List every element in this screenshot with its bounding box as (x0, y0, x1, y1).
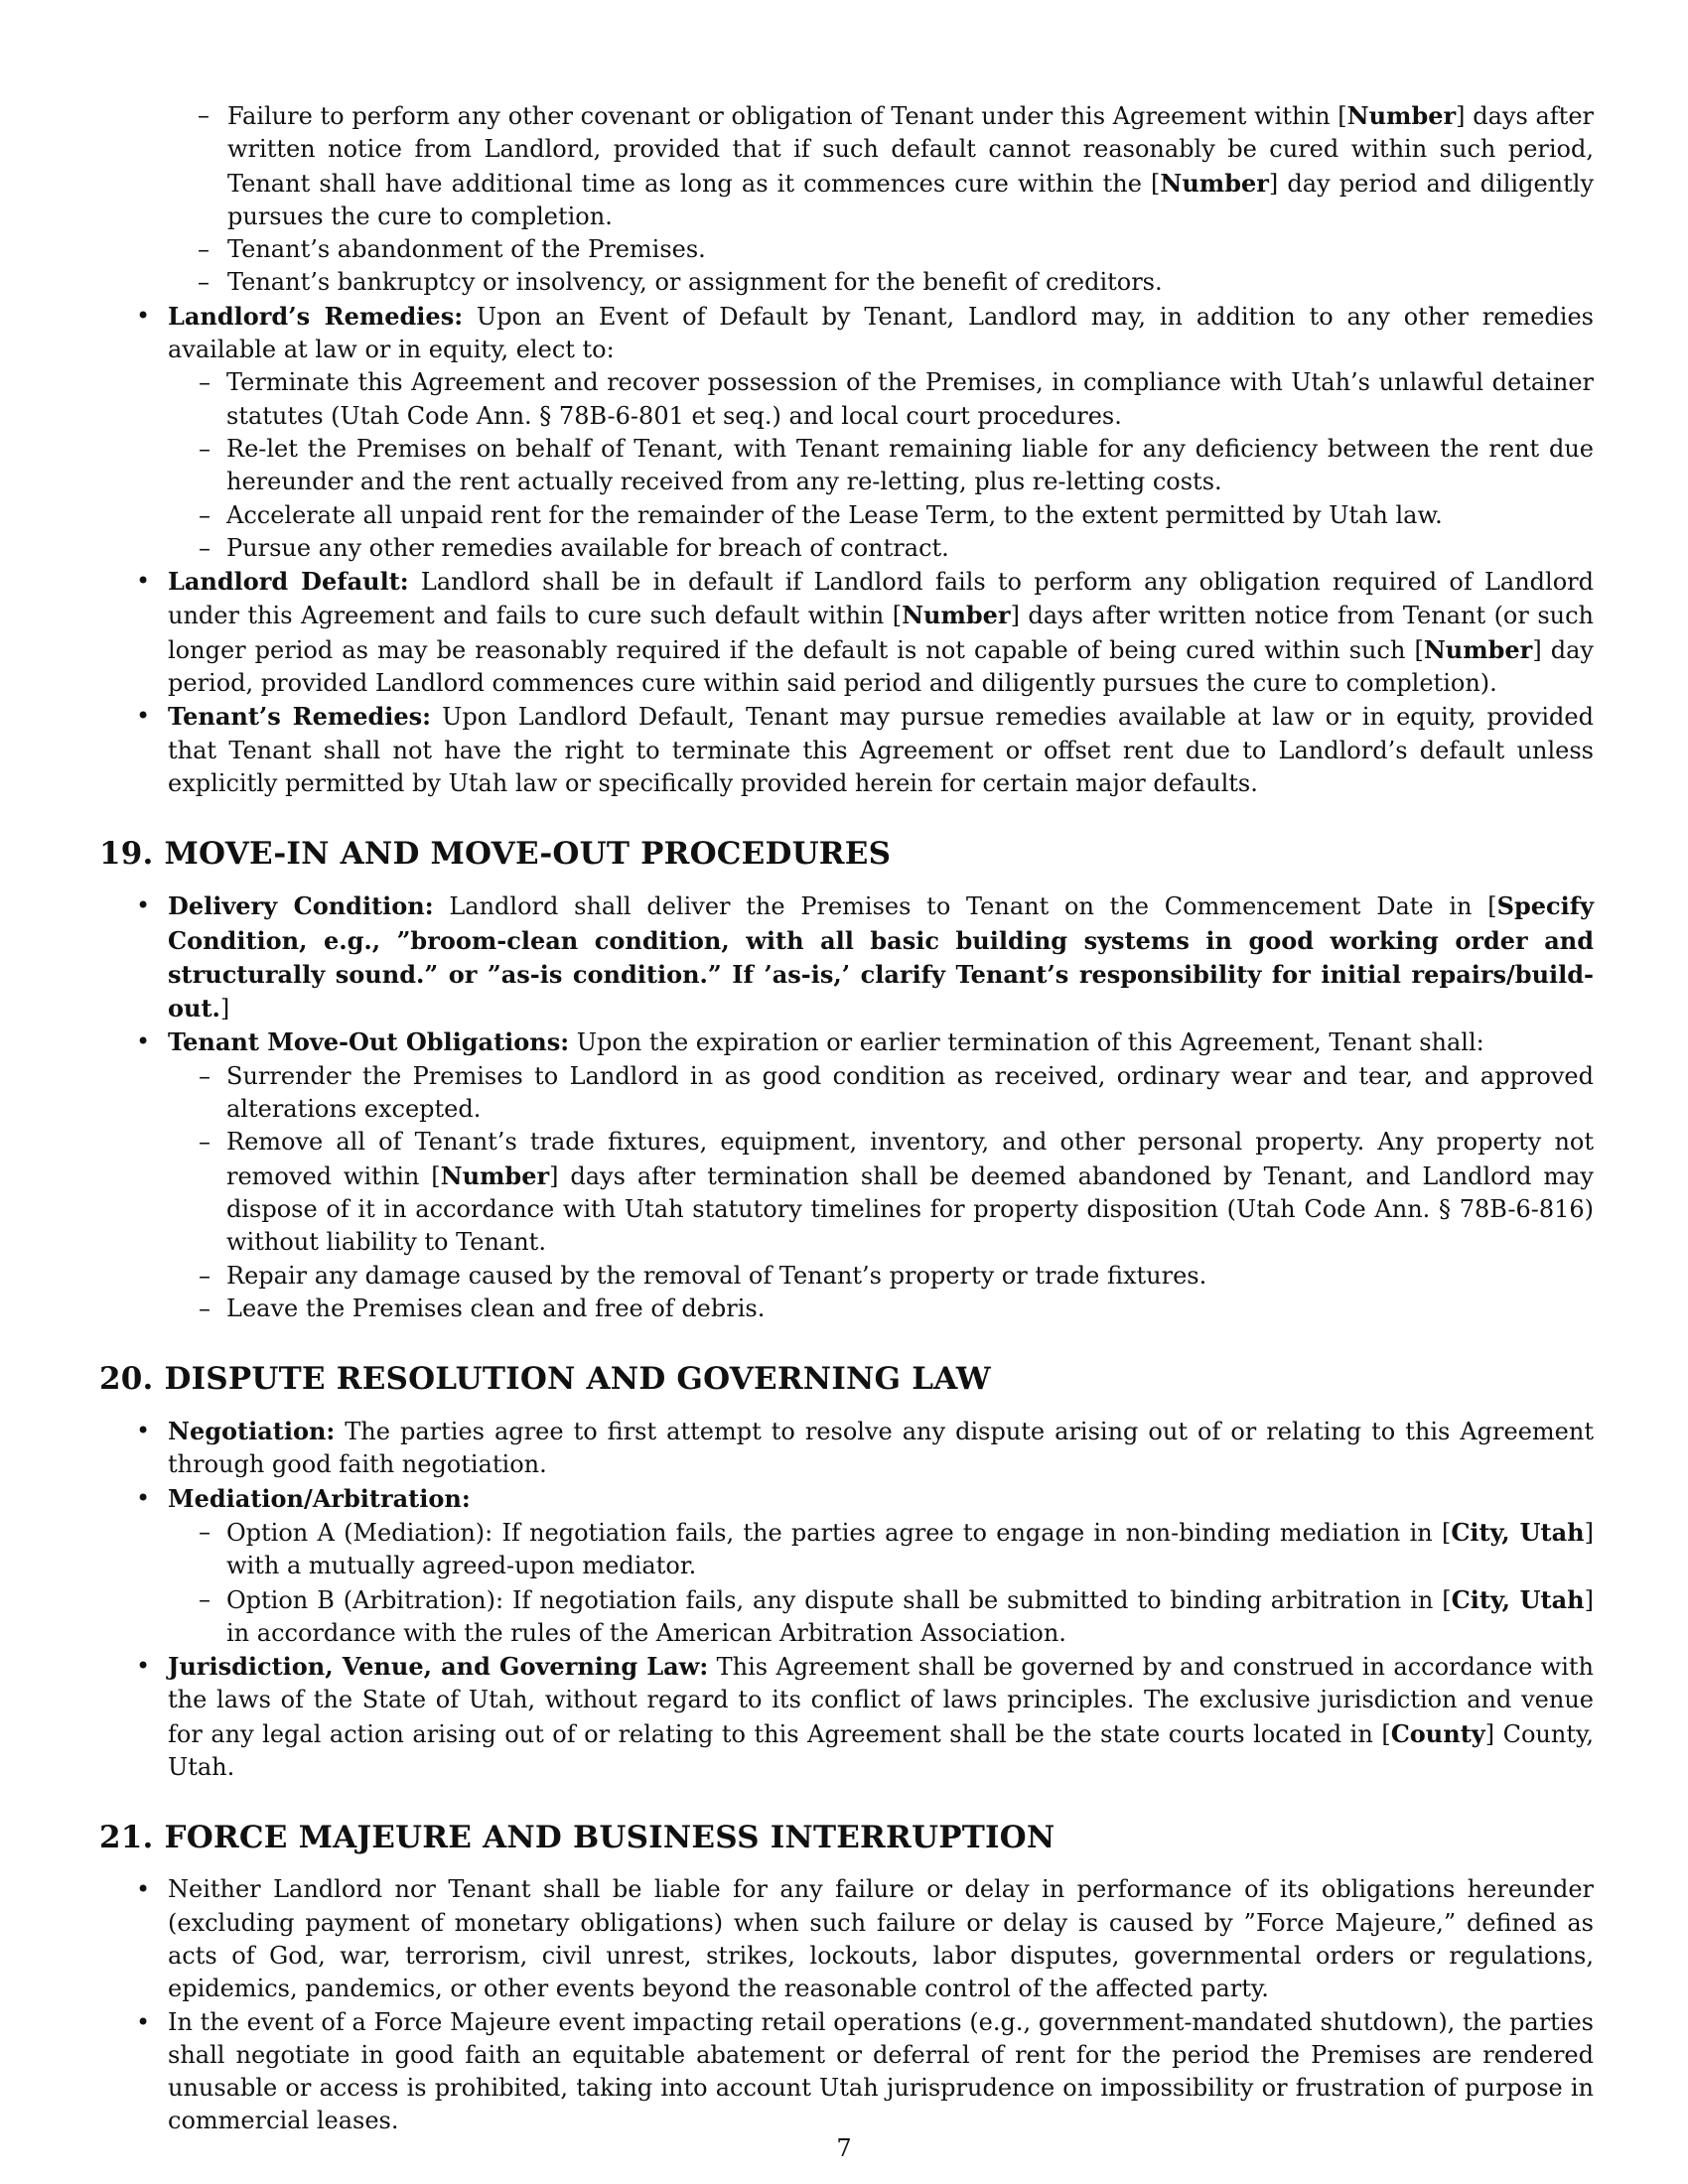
landlord-default: • Landlord Default: Landlord shall be in default if Landlord fails to perform any obligation required of Landlord under this Agreement and fails to cure such default within [Number] days after written notice from Tenant (or such longer period as may be reasonably required if the default is not capable of being cured within such [Number] day period, provided Landlord commences cure within said period and diligently pursues the cure to completion). (99, 565, 1594, 700)
force-majeure-definition: • Neither Landlord nor Tenant shall be liable for any failure or delay in performance of its obligations hereunder (excluding payment of monetary obligations) when such failure or delay is caused by ”Force Majeure,” defined as acts of God, war, terrorism, civil unrest, strikes, lockouts, labor disputes, governmental orders or regulations, epidemics, pandemics, or other events beyond the reasonable control of the affected party. (99, 1873, 1594, 2005)
tenant-move-out: • Tenant Move-Out Obligations: Upon the expiration or earlier termination of this Agreement, Tenant shall: – Surrender the Premises to Landlord in as good condition as received, ordinary wear and tear, and approved alterations excepted. – Remove all of Tenant’s trade fixtures, equipment, inventory, and other personal property. Any property not removed within [Number] days after termination shall be deemed abandoned by Tenant, and Landlord may dispose of it in accordance with Utah statutory timelines for property disposition (Utah Code Ann. § 78B-6-816) without liability to Tenant. – Repair any damage caused by the removal of Tenant’s property or trade fixtures. – Leave the Premises clean and free of debris. (99, 1025, 1594, 1325)
section-19-heading: 19. MOVE-IN AND MOVE-OUT PROCEDURES (99, 836, 892, 873)
page-number: 7 (836, 2134, 852, 2162)
mediation-options-list (168, 1516, 1594, 1650)
landlord-remedies-list (168, 366, 1594, 565)
document-page (99, 99, 1595, 2135)
list-item: – Pursue any other remedies available for breach of contract. (168, 532, 1594, 565)
mediation-arbitration: • Mediation/Arbitration: – Option A (Mediation): If negotiation fails, the parties agree to engage in non-binding mediation in [City, Utah] with a mutually agreed-upon mediator. – Option B (Arbitration): If negotiation fails, any dispute shall be submitted to binding arbitration in [City, Utah] in accordance with the rules of the American Arbitration Association. (99, 1482, 1594, 1650)
jurisdiction: • Jurisdiction, Venue, and Governing Law: This Agreement shall be governed by and construed in accordance with the laws of the State of Utah, without regard to its conflict of laws principles. The exclusive jurisdiction and venue for any legal action arising out of or relating to this Agreement shall be the state courts located in [County] County, Utah. (99, 1650, 1594, 1784)
list-item: – Tenant’s bankruptcy or insolvency, or assignment for the benefit of creditors. (99, 266, 1594, 299)
default-events-list (99, 99, 1594, 300)
list-item: – Failure to perform any other covenant or obligation of Tenant under this Agreement within [Number] days after written notice from Landlord, provided that if such default cannot reasonably be cured within such period, Tenant shall have additional time as long as it commences cure within the [Number] day period and diligently pursues the cure to completion. (99, 99, 1594, 233)
section-19-list (99, 889, 1594, 1325)
landlord-remedies: • Landlord’s Remedies: Upon an Event of Default by Tenant, Landlord may, in addition to any other remedies available at law or in equity, elect to: – Terminate this Agreement and recover possession of the Premises, in compliance with Utah’s unlawful detainer statutes (Utah Code Ann. § 78B-6-801 et seq.) and local court procedures. – Re-let the Premises on behalf of Tenant, with Tenant remaining liable for any deficiency between the rent due hereunder and the rent actually received from any re-letting, plus re-letting costs. – Accelerate all unpaid rent for the remainder of the Lease Term, to the extent permitted by Utah law. – Pursue any other remedies available for breach of contract. (99, 300, 1594, 565)
list-item: – Leave the Premises clean and free of debris. (168, 1293, 1594, 1325)
list-item: – Accelerate all unpaid rent for the remainder of the Lease Term, to the extent permitted by Utah law. (168, 499, 1594, 532)
delivery-condition: • Delivery Condition: Landlord shall deliver the Premises to Tenant on the Commencement Date in [Specify Condition, e.g., ”broom-clean condition, with all basic building systems in good working order and structurally sound.” or ”as-is condition.” If ’as-is,’ clarify Tenant’s responsibility for initial repairs/build-out.] (99, 889, 1594, 1025)
move-out-list (168, 1060, 1594, 1325)
list-item: – Option B (Arbitration): If negotiation fails, any dispute shall be submitted to binding arbitration in [City, Utah] in accordance with the rules of the American Arbitration Association. (168, 1583, 1594, 1651)
negotiation: • Negotiation: The parties agree to first attempt to resolve any dispute arising out of or relating to this Agreement through good faith negotiation. (99, 1415, 1594, 1482)
list-item: – Re-let the Premises on behalf of Tenant, with Tenant remaining liable for any deficiency between the rent due hereunder and the rent actually received from any re-letting, plus re-letting costs. (168, 433, 1594, 499)
tenant-remedies: • Tenant’s Remedies: Upon Landlord Default, Tenant may pursue remedies available at law or in equity, provided that Tenant shall not have the right to terminate this Agreement or offset rent due to Landlord’s default unless explicitly permitted by Utah law or specifically provided herein for certain major defaults. (99, 700, 1594, 800)
section-21-list (99, 1873, 1594, 2137)
list-item: – Repair any damage caused by the removal of Tenant’s property or trade fixtures. (168, 1260, 1594, 1293)
list-item: – Terminate this Agreement and recover possession of the Premises, in compliance with Utah’s unlawful detainer statutes (Utah Code Ann. § 78B-6-801 et seq.) and local court procedures. (168, 366, 1594, 433)
section-21-heading: 21. FORCE MAJEURE AND BUSINESS INTERRUPTION (99, 1820, 1055, 1856)
section-18-list (99, 300, 1594, 800)
list-item: – Surrender the Premises to Landlord in as good condition as received, ordinary wear and tear, and approved alterations excepted. (168, 1060, 1594, 1127)
list-item: – Remove all of Tenant’s trade fixtures, equipment, inventory, and other personal property. Any property not removed within [Number] days after termination shall be deemed abandoned by Tenant, and Landlord may dispose of it in accordance with Utah statutory timelines for property disposition (Utah Code Ann. § 78B-6-816) without liability to Tenant. (168, 1126, 1594, 1259)
list-item: – Option A (Mediation): If negotiation fails, the parties agree to engage in non-binding mediation in [City, Utah] with a mutually agreed-upon mediator. (168, 1516, 1594, 1583)
list-item: – Tenant’s abandonment of the Premises. (99, 233, 1594, 266)
section-20-list (99, 1415, 1594, 1784)
section-20-heading: 20. DISPUTE RESOLUTION AND GOVERNING LAW (99, 1361, 991, 1398)
force-majeure-abatement: • In the event of a Force Majeure event impacting retail operations (e.g., government-mandated shutdown), the parties shall negotiate in good faith an equitable abatement or deferral of rent for the period the Premises are rendered unusable or access is prohibited, taking into account Utah jurisprudence on impossibility or frustration of purpose in commercial leases. (99, 2006, 1594, 2138)
